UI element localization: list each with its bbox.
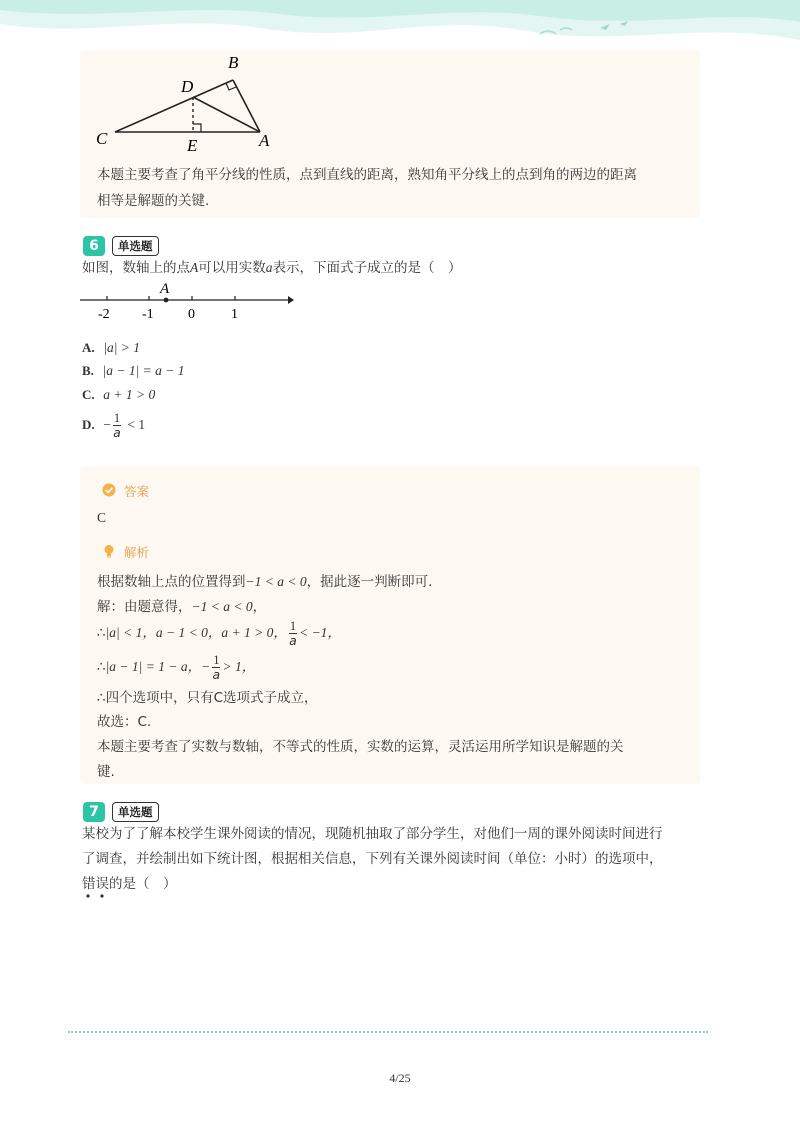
option-a[interactable]: A. |a| > 1	[82, 340, 141, 355]
triangle-figure	[90, 52, 290, 154]
tick-label: 0	[188, 307, 195, 322]
analysis-label: 解析	[124, 545, 150, 560]
tick-label: -2	[98, 307, 110, 322]
question-stem-line2: 了调查，并绘制出如下统计图，根据相关信息，下列有关课外阅读时间（单位：小时）的选项中，	[82, 851, 663, 867]
question-stem-line3: 错误的是（ ）	[82, 876, 177, 892]
analysis-line4: ∴|a − 1| = 1 − a，− $\frac{1}{a}$ > 1，	[97, 652, 256, 682]
label-c: C	[96, 129, 108, 148]
analysis-line5: ∴四个选项中，只有C选项式子成立，	[97, 690, 318, 706]
label-e: E	[187, 136, 198, 154]
question-type-badge: 单选题	[112, 236, 159, 256]
check-badge-icon	[102, 483, 116, 497]
page-number: 4/25	[389, 1071, 411, 1085]
prev-explanation-line2: 相等是解题的关键.	[97, 193, 210, 209]
option-b[interactable]: B. |a − 1| = a − 1	[82, 363, 185, 378]
question-stem-line1: 某校为了了解本校学生课外阅读的情况，现随机抽取了部分学生，对他们一周的课外阅读时间进行	[82, 826, 663, 842]
analysis-line8: 键.	[97, 764, 115, 780]
question-number-badge: 6	[83, 236, 105, 256]
emphasis-dots	[84, 892, 114, 900]
question-type-badge: 单选题	[112, 802, 159, 822]
point-a-dot	[164, 298, 169, 303]
label-a: A	[259, 131, 270, 150]
tick-label: -1	[142, 307, 154, 322]
analysis-line6: 故选：C.	[97, 714, 152, 730]
option-d[interactable]: D. − $\frac{1}{a}$ < 1	[82, 410, 146, 440]
question-number-badge: 7	[83, 802, 105, 822]
analysis-line2: 解：由题意得，−1 < a < 0，	[97, 599, 267, 615]
footer-divider	[68, 1031, 708, 1033]
number-line-figure	[80, 280, 295, 324]
point-a-label: A	[160, 281, 170, 297]
prev-explanation-line1: 本题主要考查了角平分线的性质，点到直线的距离，熟知角平分线上的点到角的两边的距离	[97, 167, 637, 183]
question-stem: 如图，数轴上的点A可以用实数a表示，下面式子成立的是（ ）	[82, 260, 462, 276]
answer-label: 答案	[124, 484, 150, 499]
analysis-line7: 本题主要考查了实数与数轴，不等式的性质，实数的运算，灵活运用所学知识是解题的关	[97, 739, 624, 755]
answer-value: C	[97, 510, 107, 525]
tick-label: 1	[231, 307, 238, 322]
analysis-line1: 根据数轴上点的位置得到−1 < a < 0，据此逐一判断即可.	[97, 574, 433, 590]
label-b: B	[228, 53, 239, 72]
analysis-line3: ∴|a| < 1，a − 1 < 0，a + 1 > 0， $\frac{1}{a}$ < −1，	[97, 618, 341, 648]
label-d: D	[181, 77, 194, 96]
lightbulb-icon	[102, 544, 116, 558]
option-c[interactable]: C. a + 1 > 0	[82, 387, 156, 402]
